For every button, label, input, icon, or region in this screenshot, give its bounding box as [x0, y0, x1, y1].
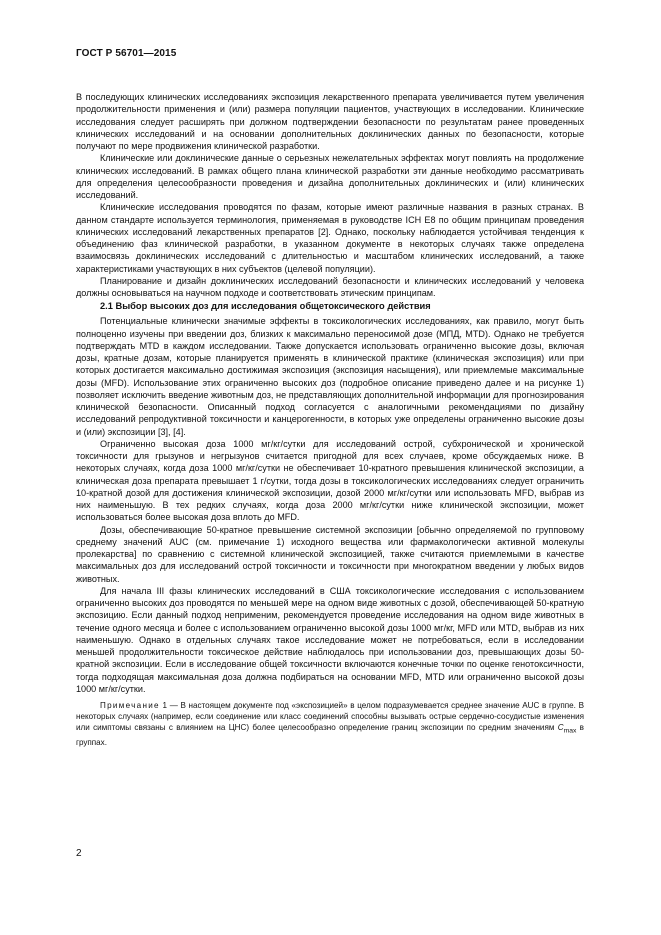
- note: [76, 700, 584, 748]
- paragraph: В последующих клинических исследованиях экспозиция лекарственного препарата увеличивается путем увеличения продолжительности применения и (или) размера популяции пациентов, участвующих в исследовании. Клинические исследования следует расширять при должном подтверждении безопасности по результатам ранее проведенных клинических исследований и на основании дополнительных доклинических данных по безопасности, которые получают по мере продвижения клинической разработки.: [76, 92, 584, 151]
- cmax-subscript: max: [563, 727, 577, 735]
- paragraph: Планирование и дизайн доклинических исследований безопасности и клинических исследований у человека должны основываться на научном подходе и соответствовать этическим принципам.: [76, 275, 584, 298]
- cmax-symbol: C: [557, 723, 564, 732]
- note-text-end: в группах.: [76, 723, 584, 747]
- paragraph: Клинические исследования проводятся по фазам, которые имеют различные названия в разных странах. В данном стандарте используется терминология, применяемая в руководстве ICH E8 по общим принципам проведения клинических исследований лекарственных препаратов [2]. Однако, поскольку наблюдается устойчивая тенденция к объединению фаз клинической разработки, в указанном документе в некоторых случаях также определена взаимосвязь доклинических исследований с длительностью и масштабом клинических исследований, а также характеристиками участвующих в них субъектов (целевой популяции).: [76, 202, 584, 274]
- paragraph: Для начала III фазы клинических исследований в США токсикологические исследования с использованием ограниченно высоких доз проводятся по меньшей мере на одном виде животных с дозой, обеспечивающей 50-кратную экспозицию. Если данный подход неприменим, рекомендуется проведение исследования на одном виде животных в течение одного месяца и более с использованием ограниченно высокой дозы 1000 мг/кг, MFD или MTD, выбрав из них наименьшую. Однако в отдельных случаях такое исследование может не потребоваться, если в исследовании меньшей продолжительности токсическое действие наблюдалось при использовании доз, превышающих дозы 50-кратной экспозиции. Если в исследование общей токсичности включаются конечные точки по оценке генотоксичности, тогда подходящая максимальная доза должна подбираться на основании MFD, MTD или ограниченно высокой дозы 1000 мг/кг/сутки.: [76, 585, 584, 694]
- paragraph: Ограниченно высокая доза 1000 мг/кг/сутки для исследований острой, субхронической и хронической токсичности для грызунов и негрызунов считается пригодной для всех случаев, кроме обсуждаемых ниже. В некоторых случаях, когда доза 1000 мг/кг/сутки не обеспечивает 10-кратного превышения клинической экспозиции, а клиническая доза препарата превышает 1 г/сутки, тогда дозы в токсикологических исследованиях следует ограничить 10-кратной дозой для достижения клинической экспозиции, дозой 2000 мг/кг/сутки или использовать MFD, выбрав из них наименьшую. В тех редких случаях, когда доза 2000 мг/кг/сутки ниже клинической экспозиции, может использоваться более высокая доза вплоть до MFD.: [76, 438, 584, 523]
- paragraph: Клинические или доклинические данные о серьезных нежелательных эффектах могут повлиять на продолжение клинических исследований. В рамках общего плана клинической разработки эти данные необходимо рассматривать для определения целесообразности проведения и дизайна дополнительных доклинических и (или) клинических исследований.: [76, 153, 584, 200]
- paragraph: Дозы, обеспечивающие 50-кратное превышение системной экспозиции [обычно определяемой по групповому среднему значений AUC (см. примечание 1) исходного вещества или фармакологически активной молекулы пролекарства] по сравнению с системной клинической экспозицией, также считаются приемлемыми в качестве максимальных доз для исследований острой токсичности и токсичности при многократном введении у любых видов животных.: [76, 524, 584, 584]
- document-body: [76, 91, 584, 748]
- note-label: Примечание: [100, 701, 160, 710]
- note-text: 1 — В настоящем документе под «экспозицией» в целом подразумевается среднее значение AUC в группе. В некоторых случаях (например, если соединение или класс соединений способны вызывать острые сердечно-сосудистые изменения или симптомы связаны с влиянием на ЦНС) более целесообразно определение границ экспозиции по средним значениям: [76, 701, 584, 732]
- paragraph: Потенциальные клинически значимые эффекты в токсикологических исследованиях, как правило, могут быть полноценно изучены при введении доз, близких к максимально переносимой дозе (МПД, MTD). Однако не требуется подтверждать MTD в каждом исследовании. Также допускается использовать ограниченно высокие дозы, включая дозы, кратные дозам, которые планируется применять в клинической практике (клиническая экспозиция) или при которых достигается максимально достижимая экспозиция (экспозиция насыщения), или приемлемые максимальные дозы (MFD). Использование этих ограниченно высоких доз (подробное описание приведено далее и на рисунке 1) позволяет исключить введение животным доз, не представляющих дополнительной информации для прогнозирования клинической безопасности. Описанный подход согласуется с аналогичными рекомендациями по дизайну исследований репродуктивной токсичности и канцерогенности, в которых уже определены ограниченно высокие дозы и (или) экспозиции [3], [4].: [76, 316, 584, 437]
- page-number: 2: [76, 848, 82, 859]
- section-heading: 2.1 Выбор высоких доз для исследования общетоксического действия: [100, 301, 431, 312]
- document-header: ГОСТ Р 56701—2015: [76, 48, 177, 59]
